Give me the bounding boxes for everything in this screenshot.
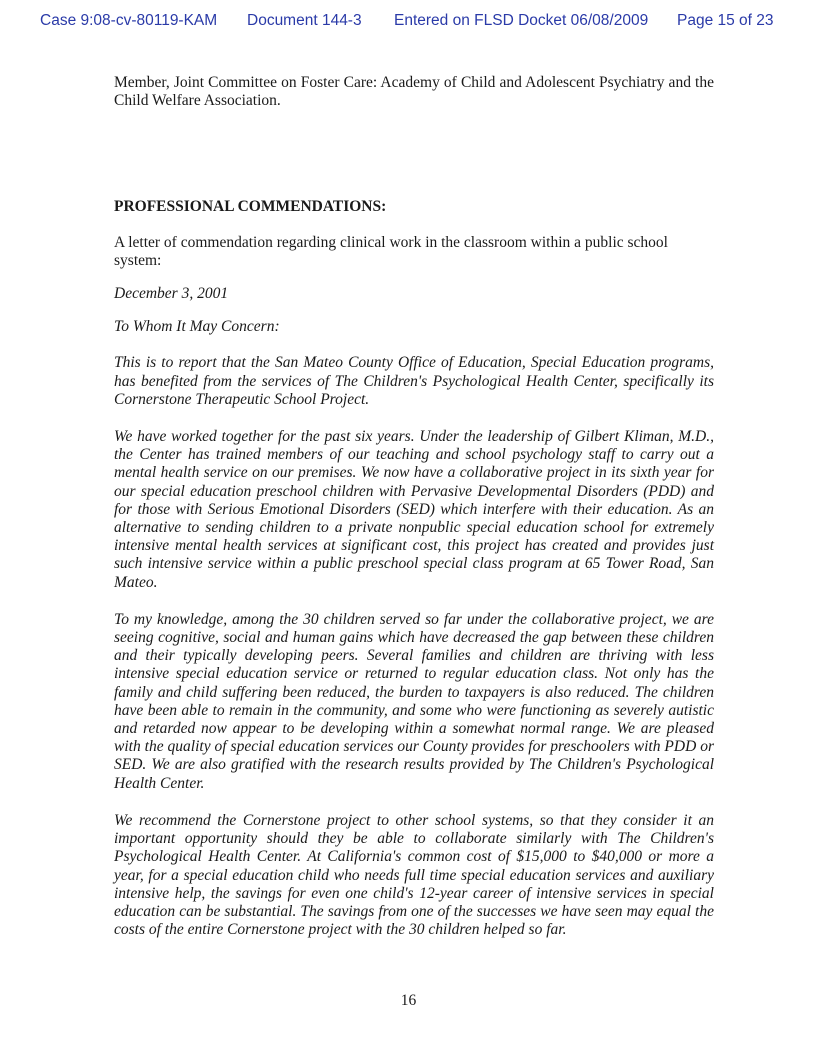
section-heading: PROFESSIONAL COMMENDATIONS: [114,198,387,216]
letter-paragraph: We recommend the Cornerstone project to other school systems, so that they consider it an important opportunity should they be able to collaborate similarly with The Children's Psychological Health Center. At California's common cost of $15,000 to $40,000 or more a year, for a special education child who needs full time special education services and auxiliary intensive help, the savings for even one child's 12-year career of intensive services in special education can be substantial. The savings from one of the successes we have seen may equal the costs of the entire Cornerstone project with the 30 children helped so far. [114,811,714,939]
membership-text: Member, Joint Committee on Foster Care: Academy of Child and Adolescent Psychiatry and the Child Welfare Association. [114,74,714,110]
letter-salutation: To Whom It May Concern: [114,318,280,336]
case-number: Case 9:08-cv-80119-KAM [40,12,218,29]
letter-date: December 3, 2001 [114,285,229,303]
letter-paragraph: We have worked together for the past six years. Under the leadership of Gilbert Kliman, M.D., the Center has trained members of our teaching and school psychology staff to carry out a mental health service on our premises. We now have a collaborative project in its sixth year for our special education preschool children with Pervasive Developmental Disorders (PDD) and for those with Serious Emotional Disorders (SED) which interfere with their education. As an alternative to sending children to a private nonpublic special education school for extremely intensive mental health services at significant cost, this project has created and provides just such intensive service within a public preschool special class program at 65 Tower Road, San Mateo. [114,428,714,591]
letter-paragraph: This is to report that the San Mateo County Office of Education, Special Education programs, has benefited from the services of The Children's Psychological Health Center, specifically its Cornerstone Therapeutic School Project. [114,354,714,408]
entered-date: Entered on FLSD Docket 06/08/2009 [394,12,649,29]
page-indicator: Page 15 of 23 [677,12,774,29]
letter-paragraph: To my knowledge, among the 30 children served so far under the collaborative project, we are seeing cognitive, social and human gains which have decreased the gap between these children and their typically developing peers. Several families and children are thriving with less intensive special education service or returned to regular education class. Not only has the family and child suffering been reduced, the burden to taxpayers is also reduced. The children have been able to remain in the community, and some who were functioning as severely autistic and retarded now appear to be developing within a somewhat normal range. We are pleased with the quality of special education services our County provides for preschoolers with PDD or SED. We are also gratified with the research results provided by The Children's Psychological Health Center. [114,610,714,792]
page-number: 16 [400,992,417,1009]
intro-text: A letter of commendation regarding clinical work in the classroom within a public school system: [114,233,668,269]
document-body [114,74,714,939]
document-number: Document 144-3 [247,12,362,29]
